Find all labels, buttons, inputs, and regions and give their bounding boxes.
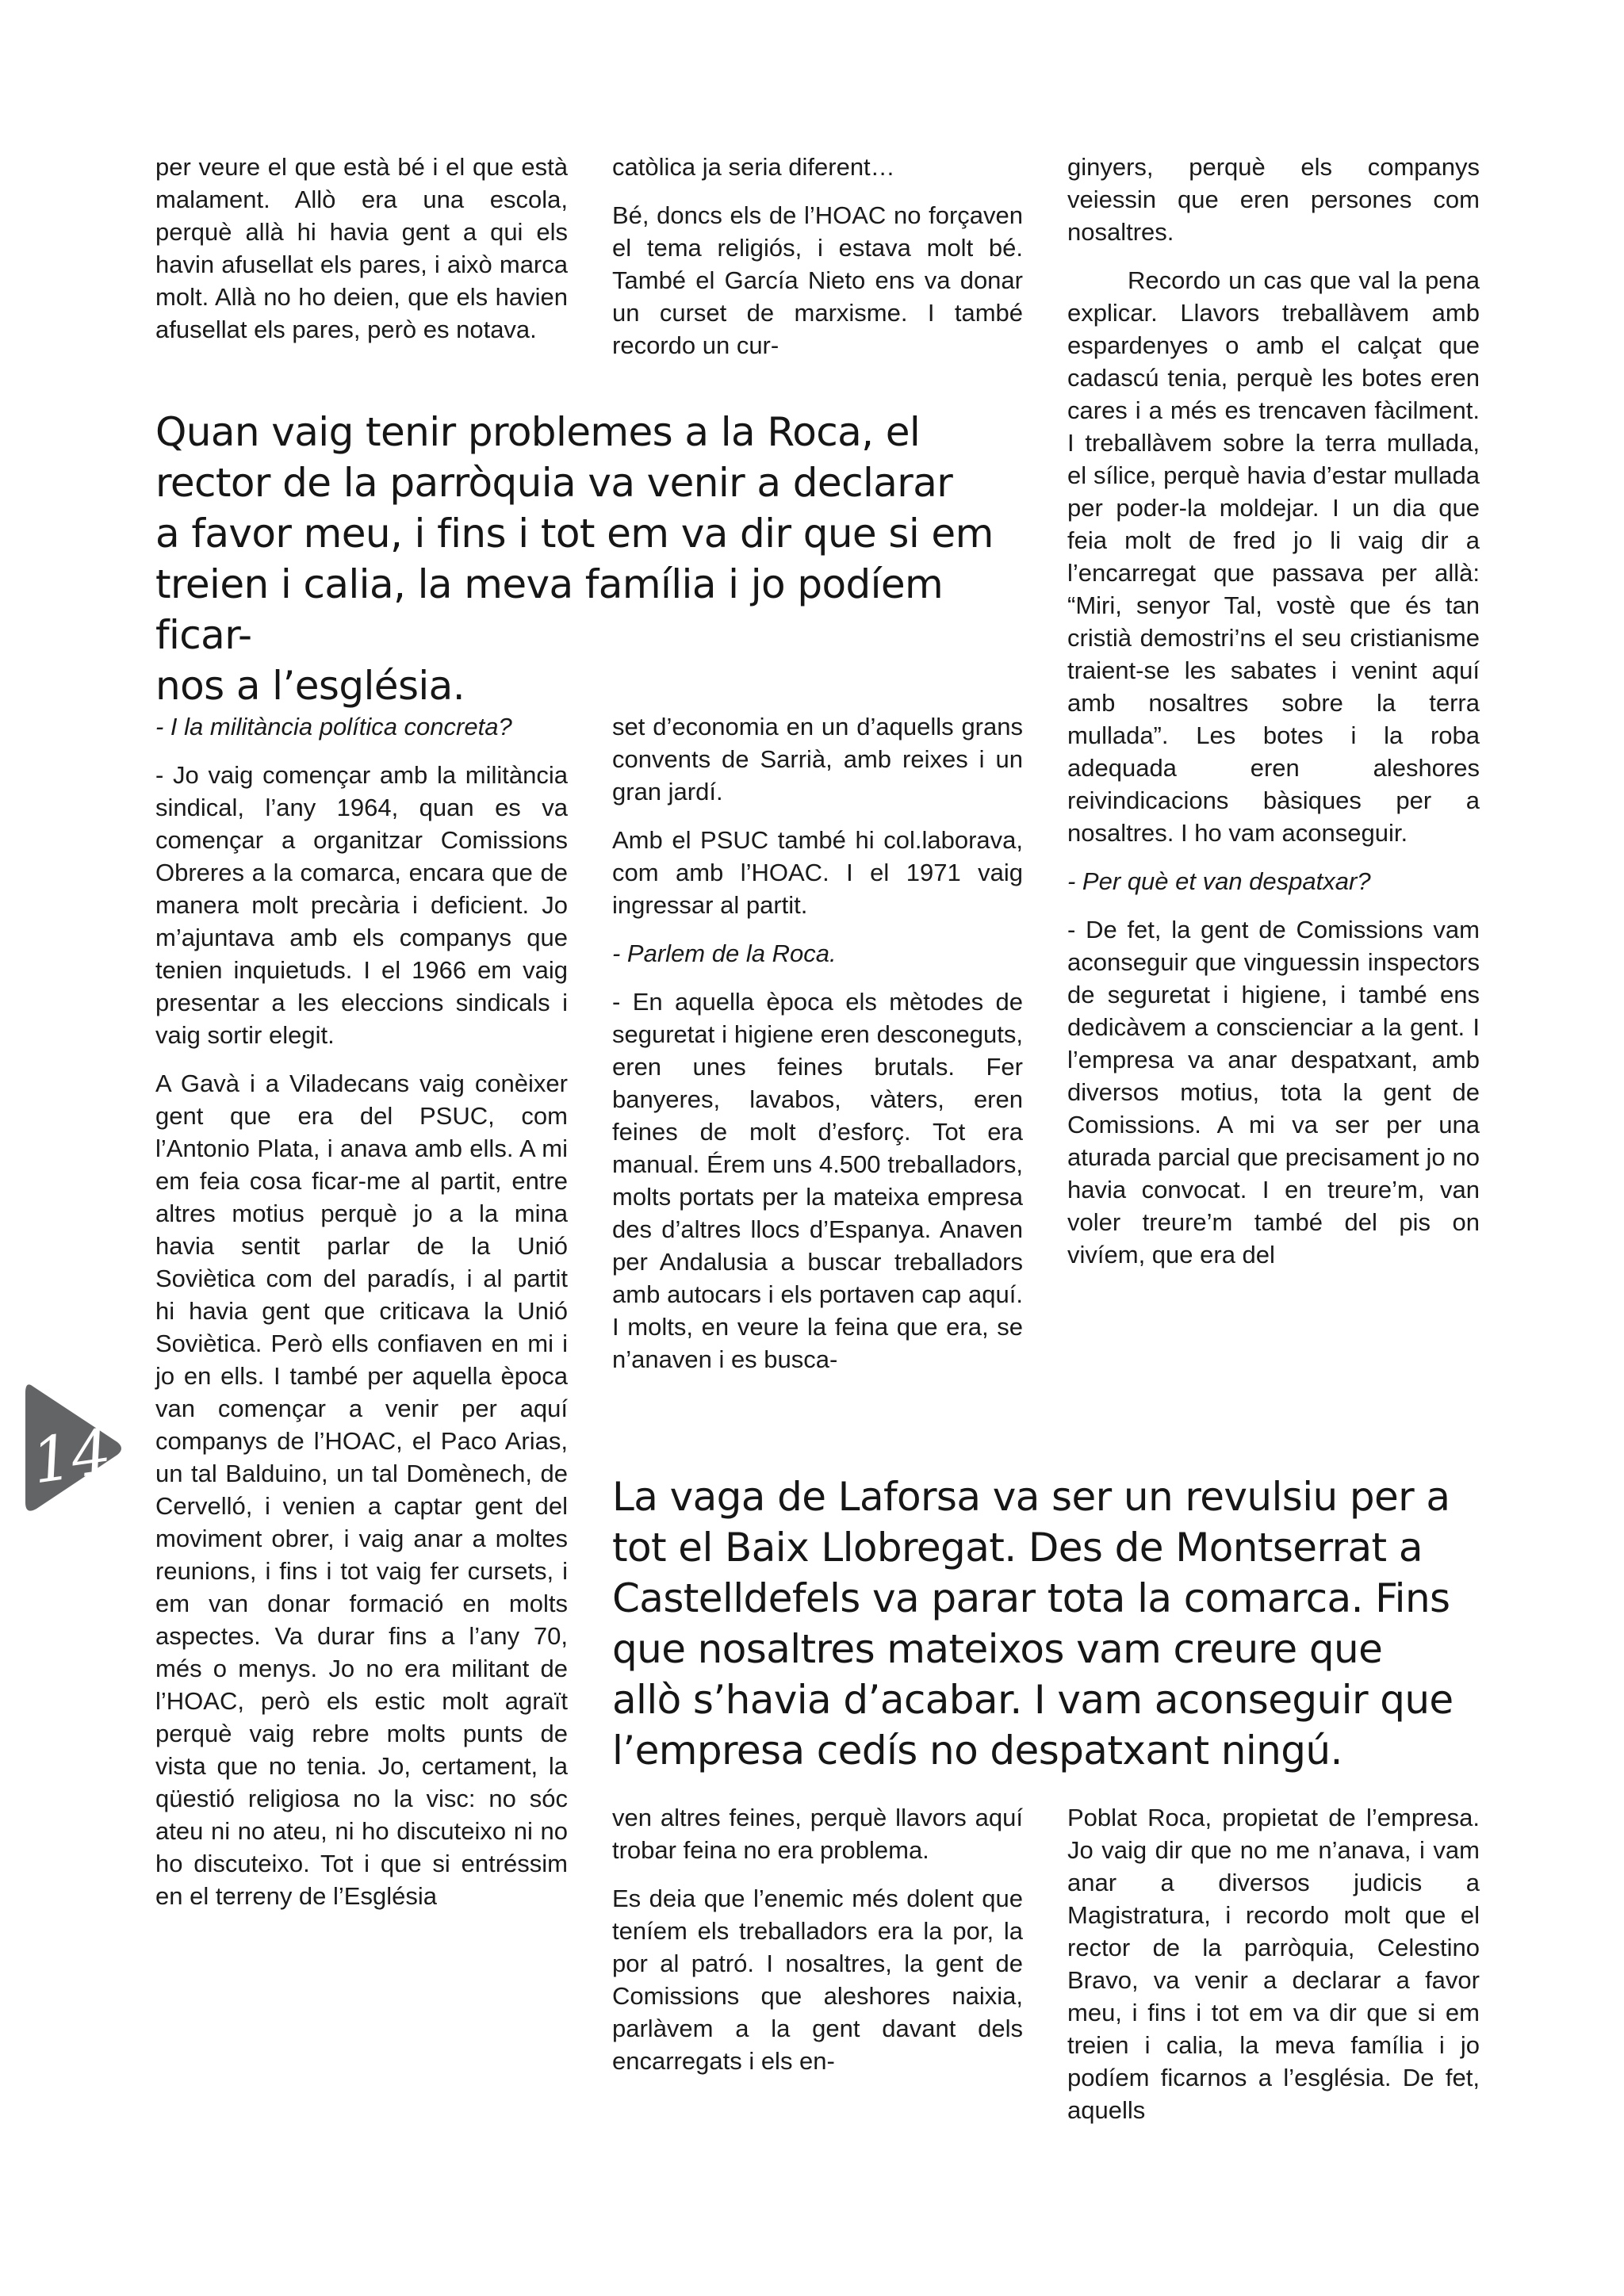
paragraph: Es deia que l’enemic més dolent que teníem els treballadors era la por, la por al patró. I nosaltres, la gent de Comissions que aleshores naixia, parlàvem a la gent davant dels encarregats i els en- bbox=[612, 1885, 1023, 2075]
paragraph: ginyers, perquè els companys veiessin que eren persones com nosaltres. bbox=[1067, 153, 1480, 246]
pullquote-bottom: La vaga de Laforsa va ser un revulsiu per a tot el Baix Llobregat. Des de Montserrat a Castelldefels va parar tota la comarca. Fins que nosaltres mateixos vam creure que allò s’havia d’acabar. I vam aconseguir que l’empresa cedís no despatxant ningú. bbox=[612, 1474, 1454, 1774]
column-3-top bbox=[1067, 151, 1480, 1271]
paragraph: set d’economia en un d’aquells grans convents de Sarrià, amb reixes i un gran jardí. bbox=[612, 713, 1023, 806]
paragraph: - De fet, la gent de Comissions vam aconseguir que vinguessin inspectors de seguretat i higiene, i també ens dedicàvem a conscienciar a la gent. I l’empresa va anar despatxant, amb diversos motius, tota la gent de Comissions. A mi va ser per una aturada parcial que precisament jo no havia convocat. I en treure’m, van voler treure’m també del pis on vivíem, que era del bbox=[1067, 916, 1480, 1269]
column-1-main bbox=[155, 710, 568, 1912]
column-2-main bbox=[612, 710, 1023, 1376]
column-1-top bbox=[155, 151, 568, 346]
paragraph: Poblat Roca, propietat de l’empresa. Jo vaig dir que no me n’anava, i vam anar a diversos judicis a Magistratura, i recordo molt que el rector de la parròquia, Celestino Bravo, va venir a declarar a favor meu, i fins i tot em va dir que si em treien i calia, la meva família i jo podíem ficarnos a l’església. De fet, aquells bbox=[1067, 1804, 1480, 2124]
column-3-bottom bbox=[1067, 1801, 1480, 2126]
page-number: 14 bbox=[27, 1416, 116, 1498]
pullquote-top: Quan vaig tenir problemes a la Roca, el rector de la parròquia va venir a declarar a favor meu, i fins i tot em va dir que si em treien i calia, la meva família i jo podíem ficar- nos a l’església. bbox=[155, 409, 994, 709]
column-2-top bbox=[612, 151, 1023, 362]
paragraph: per veure el que està bé i el que està malament. Allò era una escola, perquè allà hi havia gent a qui els havin afusellat els pares, i això marca molt. Allà no ho deien, que els havien afusellat els pares, però es notava. bbox=[155, 153, 568, 343]
interview-question: - I la militància política concreta? bbox=[155, 713, 512, 740]
page-number-marker bbox=[22, 1376, 125, 1518]
paragraph: - Jo vaig començar amb la militància sindical, l’any 1964, quan es va començar a organitzar Comissions Obreres a la comarca, encara que de manera molt precària i deficient. Jo m’ajuntava amb els companys que tenien inquietuds. I el 1966 em vaig presentar a les eleccions sindicals i vaig sortir elegit. bbox=[155, 761, 568, 1049]
interview-question: - Per què et van despatxar? bbox=[1067, 867, 1371, 895]
paragraph: Amb el PSUC també hi col.laborava, com amb l’HOAC. I el 1971 vaig ingressar al partit. bbox=[612, 826, 1023, 919]
paragraph: catòlica ja seria diferent… bbox=[612, 153, 895, 181]
interview-question: - Parlem de la Roca. bbox=[612, 939, 837, 967]
paragraph: ven altres feines, perquè llavors aquí trobar feina no era problema. bbox=[612, 1804, 1023, 1864]
paragraph: Bé, doncs els de l’HOAC no forçaven el tema religiós, i estava molt bé. També el García Nieto ens va donar un curset de marxisme. I també recordo un cur- bbox=[612, 201, 1023, 359]
paragraph: Recordo un cas que val la pena explicar. Llavors treballàvem amb espardenyes o amb el calçat que cadascú tenia, perquè les botes eren cares i a més es trencaven fàcilment. I treballàvem sobre la terra mullada, el sílice, perquè havia d’estar mullada per poder-la moldejar. I un dia que feia molt de fred jo li vaig dir a l’encarregat que passava per allà: “Miri, senyor Tal, vostè que és tan cristià demostri’ns el seu cristianisme traient-se les sabates i venint aquí amb nosaltres sobre la terra mullada”. Les botes i la roba adequada eren aleshores reivindicacions bàsiques per a nosaltres. I ho vam aconseguir. bbox=[1067, 266, 1480, 847]
column-2-bottom bbox=[612, 1801, 1023, 2077]
paragraph: A Gavà i a Viladecans vaig conèixer gent que era del PSUC, com l’Antonio Plata, i anava amb ells. A mi em feia cosa ficar-me al partit, entre altres motius perquè jo a la mina havia sentit parlar de la Unió Soviètica com del paradís, i al partit hi havia gent que criticava la Unió Soviètica. Però ells confiaven en mi i jo en ells. I també per aquella època van començar a venir per aquí companys de l’HOAC, el Paco Arias, un tal Balduino, un tal Domènech, de Cervelló, i venien a captar gent del moviment obrer, i vaig anar a moltes reunions, i fins i tot vaig fer cursets, i em van donar formació en molts aspectes. Va durar fins a l’any 70, més o menys. Jo no era militant de l’HOAC, però els estic molt agraït perquè vaig rebre molts punts de vista que no tenia. Jo, certament, la qüestió religiosa no la visc: no sóc ateu ni no ateu, ni ho discuteixo ni no ho discuteixo. Tot i que si entréssim en el terreny de l’Església bbox=[155, 1070, 568, 1910]
paragraph: - En aquella època els mètodes de seguretat i higiene eren desconeguts, eren unes feines brutals. Fer banyeres, lavabos, vàters, eren feines de molt d’esforç. Tot era manual. Érem uns 4.500 treballadors, molts portats per la mateixa empresa des d’altres llocs d’Espanya. Anaven per Andalusia a buscar treballadors amb autocars i els portaven cap aquí. I molts, en veure la feina que era, se n’anaven i es busca- bbox=[612, 988, 1023, 1373]
